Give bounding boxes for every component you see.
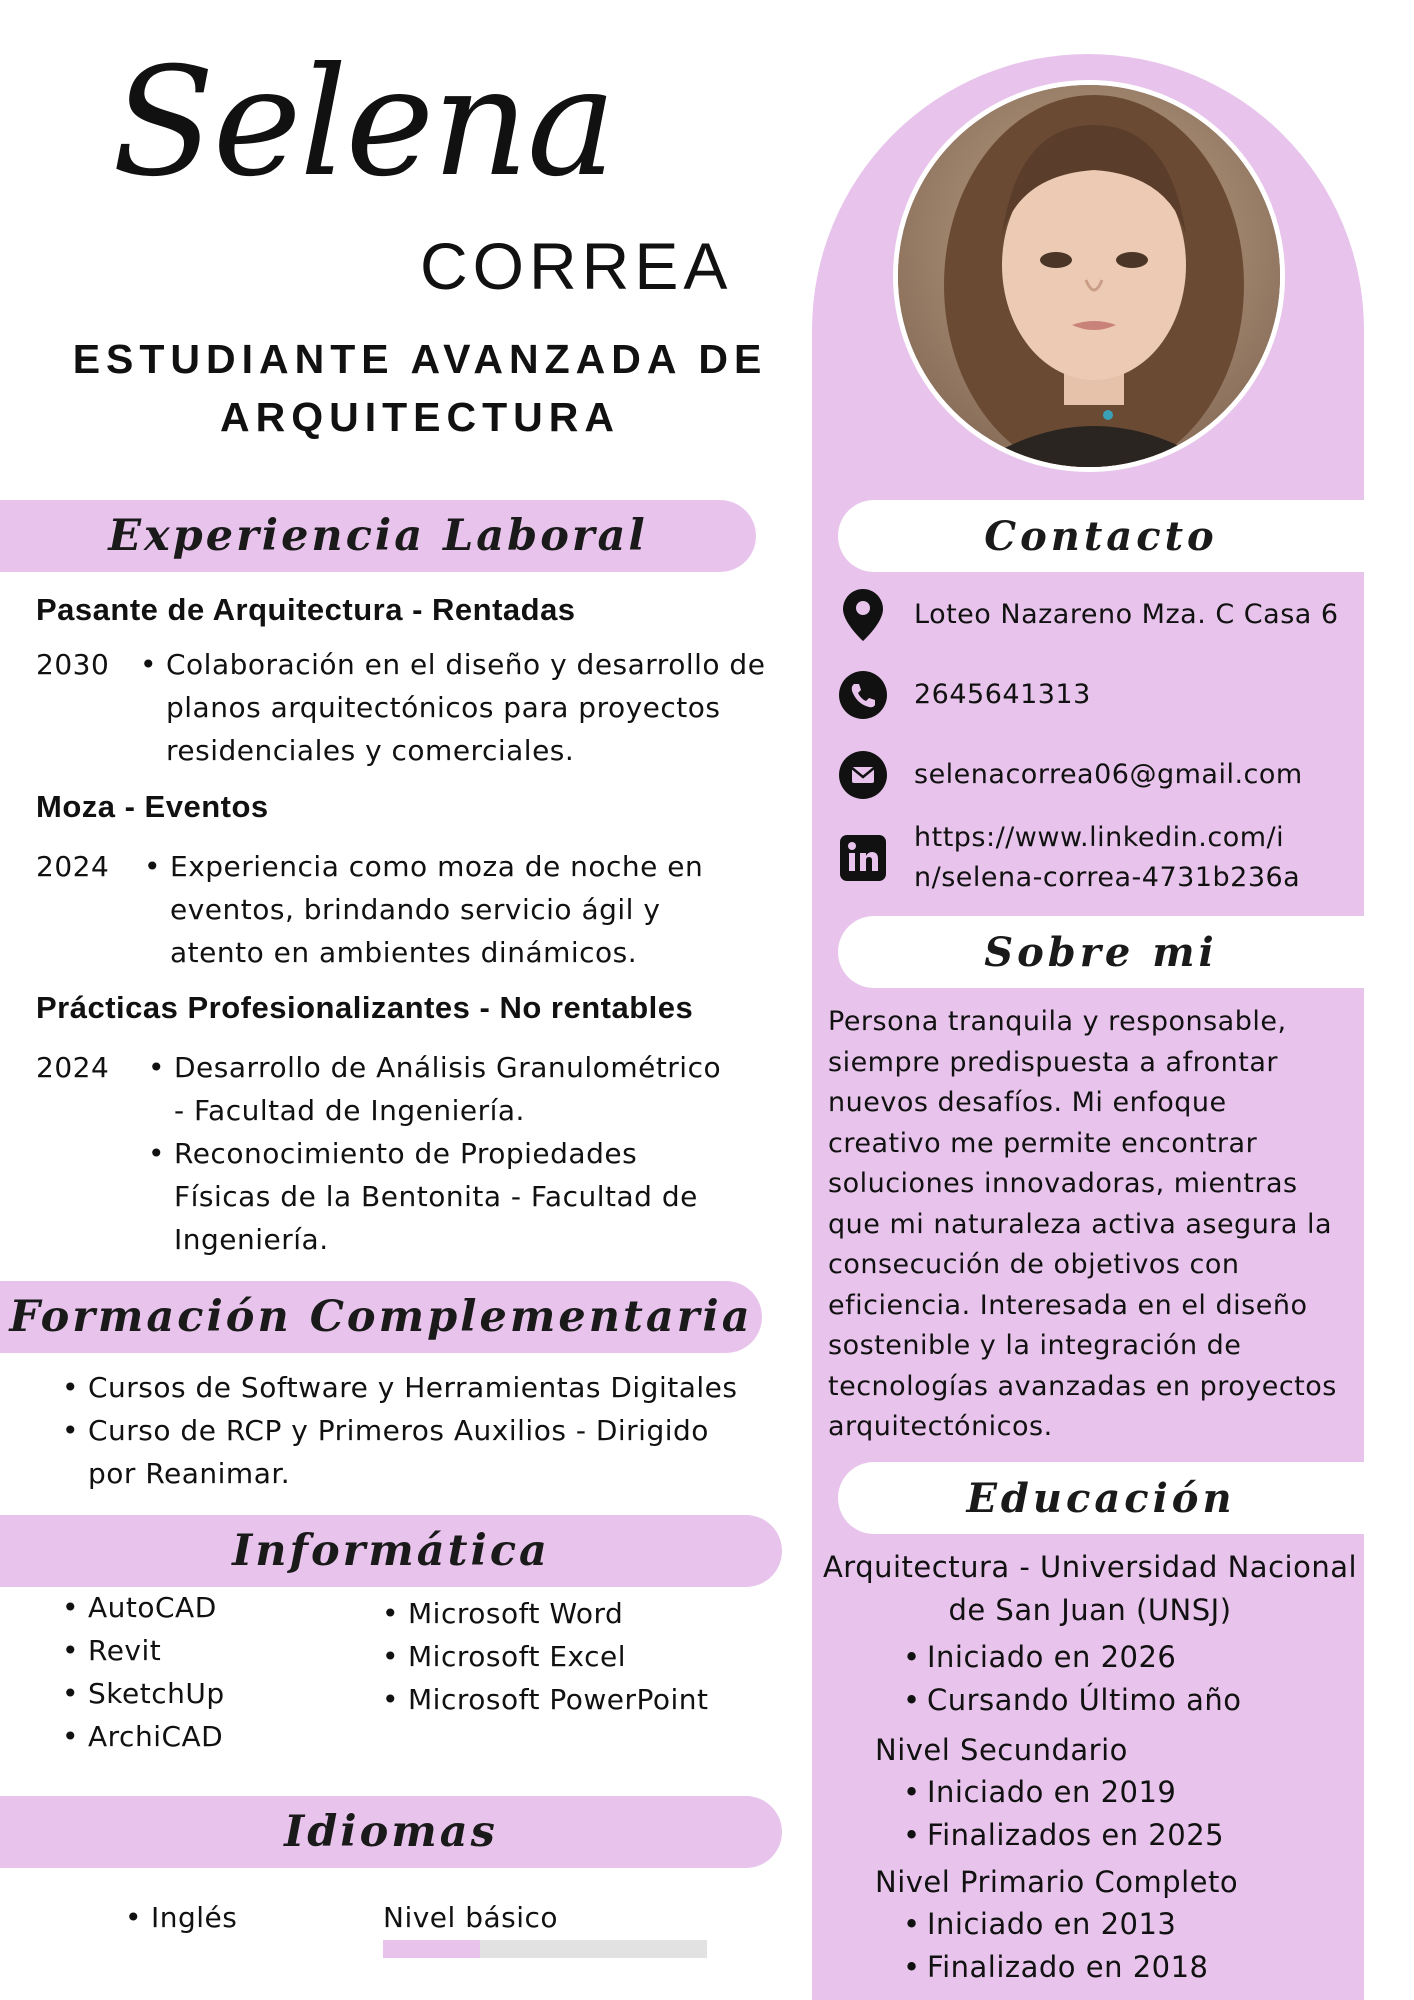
job-bullet: • Colaboración en el diseño y desarrollo de planos arquitectónicos para proyectos residenciales y comerciales.	[140, 648, 766, 767]
computing-heading: Informática	[232, 1526, 550, 1576]
computing-list-2	[382, 1592, 709, 1721]
languages-heading: Idiomas	[284, 1807, 498, 1857]
experience-heading: Experiencia Laboral	[108, 511, 648, 561]
linkedin-icon	[838, 833, 888, 883]
contact-linkedin	[838, 818, 1358, 898]
list-item: • Iniciado en 2013	[903, 1903, 1209, 1946]
language-name: • Inglés	[125, 1896, 237, 1939]
language-level-fill	[383, 1940, 480, 1958]
contact-email	[838, 750, 1358, 800]
contact-address	[838, 590, 1358, 640]
job-year-2: 2024	[36, 850, 110, 883]
education-entry-list	[903, 1636, 1242, 1722]
languages-heading-bar	[0, 1796, 782, 1868]
education-entry-title: Nivel Secundario	[875, 1733, 1128, 1767]
job-year-1: 2030	[36, 648, 110, 681]
list-item: • Curso de RCP y Primeros Auxilios - Dirigido por Reanimar.	[62, 1409, 737, 1495]
contact-heading: Contacto	[984, 512, 1218, 560]
linkedin-text[interactable]: https://www.linkedin.com/i n/selena-correa-4731b236a	[914, 822, 1301, 893]
list-item: • Microsoft Excel	[382, 1635, 709, 1678]
list-item: • SketchUp	[62, 1672, 225, 1715]
about-text: Persona tranquila y responsable, siempre predispuesta a afrontar nuevos desafíos. Mi enfoque creativo me permite encontrar soluciones innovadoras, mientras que mi naturaleza activa asegura la consecución de objetivos con eficiencia. Interesada en el diseño sostenible y la integración de tecnologías avanzadas en proyectos arquitectónicos.	[828, 1006, 1337, 1442]
computing-heading-bar	[0, 1515, 782, 1587]
job-title	[60, 330, 780, 446]
list-item: • Cursos de Software y Herramientas Digitales	[62, 1366, 737, 1409]
education-entry-title: Nivel Primario Completo	[875, 1865, 1239, 1899]
language-level: Nivel básico	[383, 1901, 559, 1934]
about-heading: Sobre mi	[984, 928, 1218, 976]
list-item: • Iniciado en 2019	[903, 1771, 1224, 1814]
education-entry-title: Arquitectura - Universidad Nacional de San Juan (UNSJ)	[822, 1550, 1358, 1627]
address-text: Loteo Nazareno Mza. C Casa 6	[914, 599, 1339, 630]
job-bullet: • Reconocimiento de Propiedades Físicas de la Bentonita - Facultad de Ingeniería.	[148, 1137, 698, 1256]
contact-heading-bar	[838, 500, 1364, 572]
job-bullet: • Experiencia como moza de noche en eventos, brindando servicio ágil y atento en ambientes dinámicos.	[144, 850, 704, 969]
list-item: • ArchiCAD	[62, 1715, 225, 1758]
list-item: • Cursando Último año	[903, 1679, 1242, 1722]
experience-heading-bar	[0, 500, 756, 572]
first-name: Selena	[112, 36, 615, 210]
job-title-line: ARQUITECTURA	[220, 394, 620, 440]
complementary-heading: Formación Complementaria	[9, 1292, 753, 1342]
language-level-bar	[383, 1940, 707, 1958]
job-title-1: Pasante de Arquitectura - Rentadas	[36, 592, 576, 627]
list-item: • Iniciado en 2026	[903, 1636, 1242, 1679]
education-heading-bar	[838, 1462, 1364, 1534]
complementary-heading-bar	[0, 1281, 762, 1353]
list-item: • Revit	[62, 1629, 225, 1672]
job-year-3: 2024	[36, 1051, 110, 1084]
contact-phone	[838, 670, 1358, 720]
job-bullet: • Desarrollo de Análisis Granulométrico - Facultad de Ingeniería.	[148, 1051, 722, 1127]
education-entry-list	[903, 1771, 1224, 1857]
phone-text[interactable]: 2645641313	[914, 679, 1091, 710]
education-heading: Educación	[966, 1474, 1236, 1522]
about-heading-bar	[838, 916, 1364, 988]
list-item: • Finalizados en 2025	[903, 1814, 1224, 1857]
job-title-2: Moza - Eventos	[36, 789, 269, 824]
profile-photo	[893, 80, 1285, 472]
education-entry-list	[903, 1903, 1209, 1989]
list-item: • Microsoft Word	[382, 1592, 709, 1635]
location-pin-icon	[838, 590, 888, 640]
complementary-list	[62, 1366, 737, 1495]
email-text[interactable]: selenacorrea06@gmail.com	[914, 759, 1303, 790]
job-title-3: Prácticas Profesionalizantes - No rentables	[36, 990, 694, 1025]
list-item: • Finalizado en 2018	[903, 1946, 1209, 1989]
portrait-illustration	[898, 85, 1285, 472]
last-name: CORREA	[420, 229, 733, 303]
job-title-line: ESTUDIANTE AVANZADA DE	[72, 336, 768, 382]
email-icon	[838, 750, 888, 800]
computing-list-1	[62, 1586, 225, 1758]
list-item: • Microsoft PowerPoint	[382, 1678, 709, 1721]
list-item: • AutoCAD	[62, 1586, 225, 1629]
languages-list	[125, 1896, 237, 1939]
phone-icon	[838, 670, 888, 720]
